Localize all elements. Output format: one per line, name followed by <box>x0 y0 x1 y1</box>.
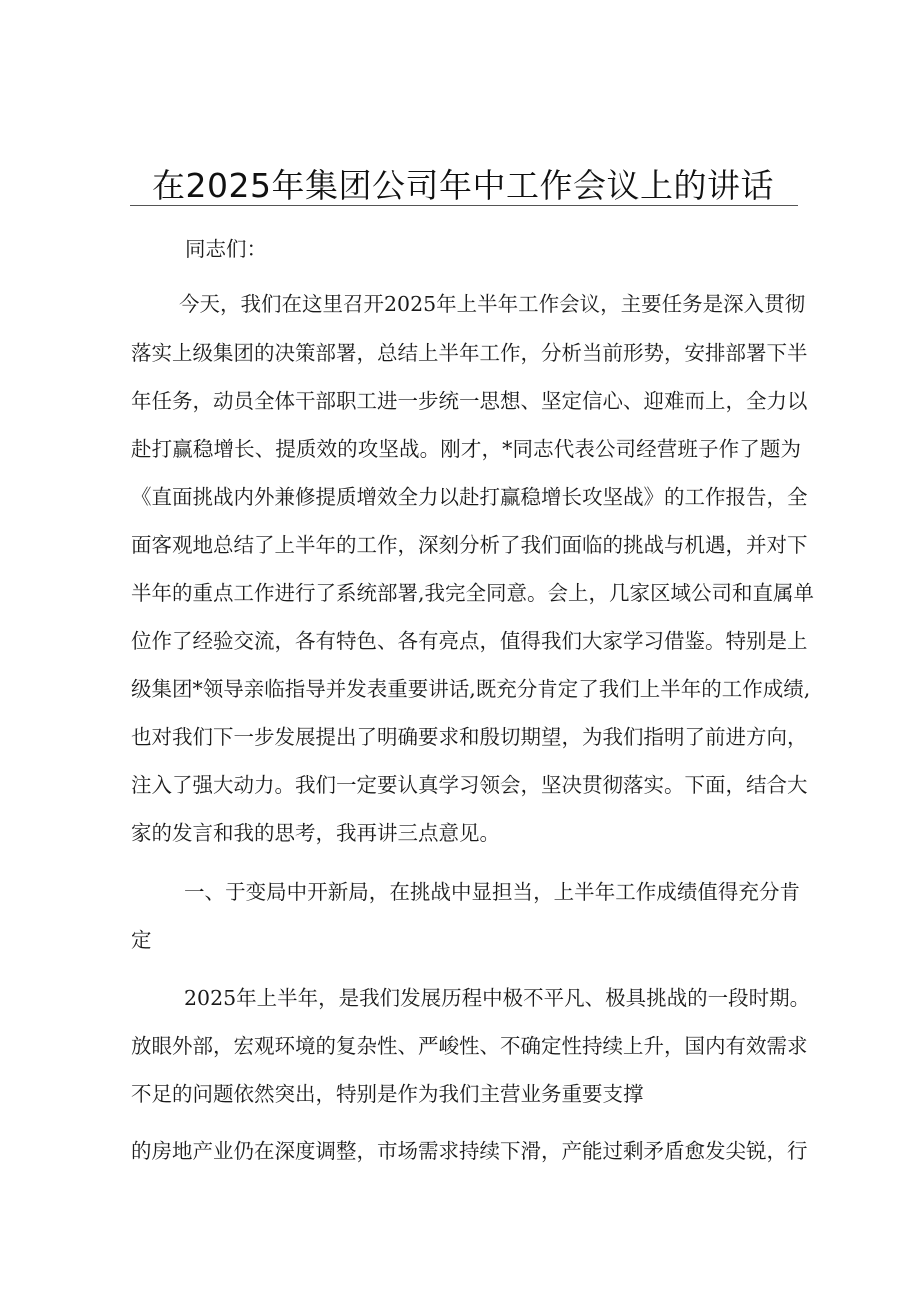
title-underline <box>130 205 798 206</box>
paragraph1-line-5: 《直面挑战内外兼修提质增效全力以赴打赢稳增长攻坚战》的工作报告，全 <box>131 485 808 509</box>
paragraph1-line-6: 面客观地总结了上半年的工作，深刻分析了我们面临的挑战与机遇，并对下 <box>131 533 808 557</box>
salutation: 同志们： <box>185 237 267 261</box>
paragraph1-line-9: 级集团*领导亲临指导并发表重要讲话,既充分肯定了我们上半年的工作成绩, <box>131 677 811 701</box>
paragraph1-line-12: 家的发言和我的思考，我再讲三点意见。 <box>131 821 500 845</box>
document-title: 在2025年集团公司年中工作会议上的讲话 <box>152 166 774 205</box>
paragraph2-line-3: 不足的问题依然突出，特别是作为我们主营业务重要支撑 <box>131 1082 644 1106</box>
paragraph1-line-7: 半年的重点工作进行了系统部署,我完全同意。会上，几家区域公司和直属单 <box>131 581 815 605</box>
section-heading-1-line-2: 定 <box>131 928 152 952</box>
section-heading-1-line-1: 一、于变局中开新局，在挑战中显担当，上半年工作成绩值得充分肯 <box>184 880 800 904</box>
paragraph1-line-8: 位作了经验交流，各有特色、各有亮点，值得我们大家学习借鉴。特别是上 <box>131 629 808 653</box>
paragraph1-line-4: 赴打赢稳增长、提质效的攻坚战。刚才，*同志代表公司经营班子作了题为 <box>131 437 801 461</box>
paragraph1-line-11: 注入了强大动力。我们一定要认真学习领会，坚决贯彻落实。下面，结合大 <box>131 773 808 797</box>
paragraph2-line-2: 放眼外部，宏观环境的复杂性、严峻性、不确定性持续上升，国内有效需求 <box>131 1034 808 1058</box>
paragraph1-line-2: 落实上级集团的决策部署，总结上半年工作，分析当前形势，安排部署下半 <box>131 341 808 365</box>
paragraph1-line-10: 也对我们下一步发展提出了明确要求和殷切期望，为我们指明了前进方向， <box>131 725 808 749</box>
paragraph1-line-3: 年任务，动员全体干部职工进一步统一思想、坚定信心、迎难而上，全力以 <box>131 389 808 413</box>
paragraph2-line-1: 2025年上半年，是我们发展历程中极不平凡、极具挑战的一段时期。 <box>184 986 811 1010</box>
paragraph3-line-1: 的房地产业仍在深度调整，市场需求持续下滑，产能过剩矛盾愈发尖锐，行 <box>131 1139 808 1163</box>
paragraph1-line-1: 今天，我们在这里召开2025年上半年工作会议，主要任务是深入贯彻 <box>179 292 806 316</box>
